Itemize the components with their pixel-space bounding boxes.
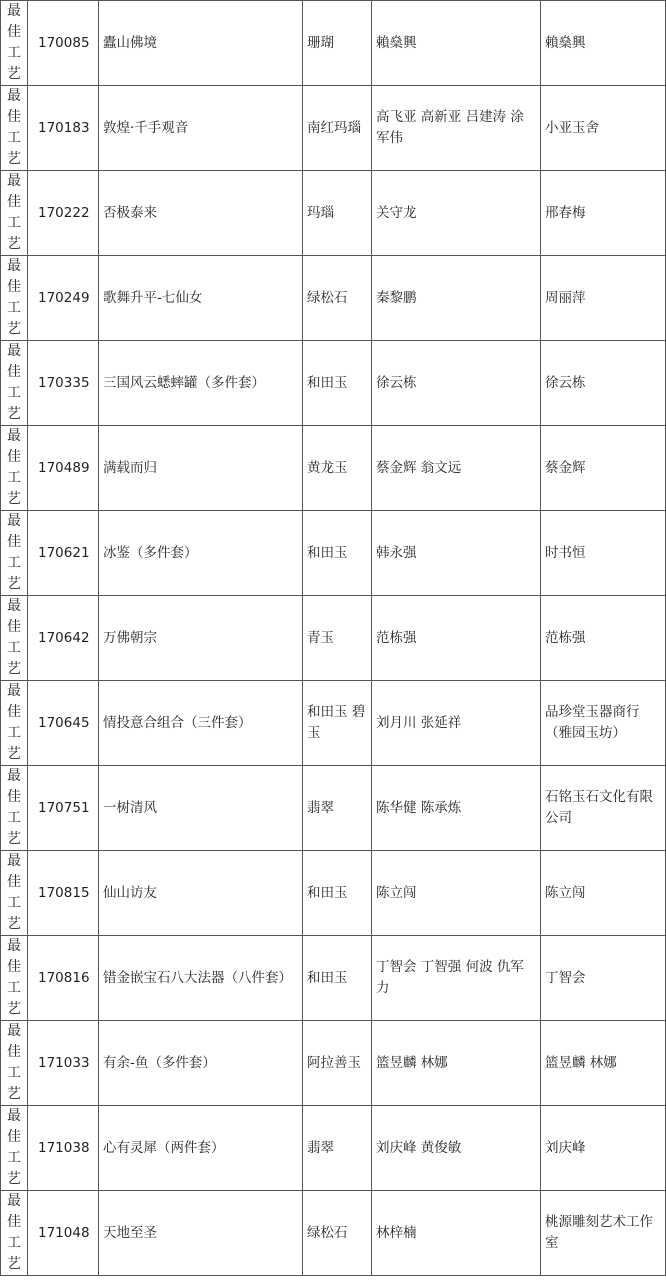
category-cell: 最佳工艺 xyxy=(1,171,28,256)
material-cell: 翡翠 xyxy=(303,766,372,851)
table-row xyxy=(1,1106,666,1191)
unit-cell: 徐云栋 xyxy=(541,341,666,426)
title-cell: 天地至圣 xyxy=(99,1191,303,1276)
id-cell: 170645 xyxy=(28,681,99,766)
id-cell: 171033 xyxy=(28,1021,99,1106)
category-cell: 最佳工艺 xyxy=(1,426,28,511)
id-cell: 170489 xyxy=(28,426,99,511)
author-cell: 韩永强 xyxy=(372,511,541,596)
title-cell: 冰鉴（多件套） xyxy=(99,511,303,596)
title-cell: 有余-鱼（多件套） xyxy=(99,1021,303,1106)
category-cell: 最佳工艺 xyxy=(1,596,28,681)
material-cell: 绿松石 xyxy=(303,1191,372,1276)
category-cell: 最佳工艺 xyxy=(1,851,28,936)
material-cell: 和田玉 xyxy=(303,511,372,596)
material-cell: 黄龙玉 xyxy=(303,426,372,511)
material-cell: 阿拉善玉 xyxy=(303,1021,372,1106)
unit-cell: 篮昱麟 林娜 xyxy=(541,1021,666,1106)
awards-table-body xyxy=(1,1,666,1276)
title-cell: 仙山访友 xyxy=(99,851,303,936)
id-cell: 170249 xyxy=(28,256,99,341)
unit-cell: 邢春梅 xyxy=(541,171,666,256)
table-row xyxy=(1,596,666,681)
title-cell: 三国风云蟋蟀罐（多件套） xyxy=(99,341,303,426)
unit-cell: 蔡金辉 xyxy=(541,426,666,511)
unit-cell: 陈立闯 xyxy=(541,851,666,936)
unit-cell: 品珍堂玉器商行（雅园玉坊） xyxy=(541,681,666,766)
material-cell: 和田玉 碧玉 xyxy=(303,681,372,766)
id-cell: 171038 xyxy=(28,1106,99,1191)
material-cell: 绿松石 xyxy=(303,256,372,341)
title-cell: 心有灵犀（两件套） xyxy=(99,1106,303,1191)
category-cell: 最佳工艺 xyxy=(1,936,28,1021)
category-cell: 最佳工艺 xyxy=(1,256,28,341)
category-cell: 最佳工艺 xyxy=(1,766,28,851)
id-cell: 170815 xyxy=(28,851,99,936)
author-cell: 高飞亚 高新亚 吕建涛 涂军伟 xyxy=(372,86,541,171)
table-row xyxy=(1,256,666,341)
id-cell: 170816 xyxy=(28,936,99,1021)
table-row xyxy=(1,86,666,171)
author-cell: 关守龙 xyxy=(372,171,541,256)
material-cell: 和田玉 xyxy=(303,341,372,426)
category-cell: 最佳工艺 xyxy=(1,1021,28,1106)
unit-cell: 时书恒 xyxy=(541,511,666,596)
title-cell: 否极泰来 xyxy=(99,171,303,256)
title-cell: 错金嵌宝石八大法器（八件套） xyxy=(99,936,303,1021)
author-cell: 賴燊興 xyxy=(372,1,541,86)
table-row xyxy=(1,766,666,851)
material-cell: 南红玛瑙 xyxy=(303,86,372,171)
title-cell: 万佛朝宗 xyxy=(99,596,303,681)
unit-cell: 范栋强 xyxy=(541,596,666,681)
author-cell: 林梓楠 xyxy=(372,1191,541,1276)
material-cell: 和田玉 xyxy=(303,851,372,936)
category-cell: 最佳工艺 xyxy=(1,511,28,596)
id-cell: 170621 xyxy=(28,511,99,596)
title-cell: 歌舞升平-七仙女 xyxy=(99,256,303,341)
table-row xyxy=(1,851,666,936)
category-cell: 最佳工艺 xyxy=(1,1106,28,1191)
author-cell: 篮昱麟 林娜 xyxy=(372,1021,541,1106)
material-cell: 珊瑚 xyxy=(303,1,372,86)
author-cell: 丁智会 丁智强 何波 仇军力 xyxy=(372,936,541,1021)
category-cell: 最佳工艺 xyxy=(1,86,28,171)
author-cell: 刘月川 张延祥 xyxy=(372,681,541,766)
table-row xyxy=(1,1021,666,1106)
table-row xyxy=(1,1191,666,1276)
unit-cell: 丁智会 xyxy=(541,936,666,1021)
material-cell: 翡翠 xyxy=(303,1106,372,1191)
title-cell: 情投意合组合（三件套） xyxy=(99,681,303,766)
id-cell: 170085 xyxy=(28,1,99,86)
author-cell: 秦黎鹏 xyxy=(372,256,541,341)
table-row xyxy=(1,341,666,426)
table-row xyxy=(1,1,666,86)
author-cell: 陈立闯 xyxy=(372,851,541,936)
table-row xyxy=(1,681,666,766)
unit-cell: 桃源雕刻艺术工作室 xyxy=(541,1191,666,1276)
material-cell: 和田玉 xyxy=(303,936,372,1021)
title-cell: 蠹山佛境 xyxy=(99,1,303,86)
id-cell: 170335 xyxy=(28,341,99,426)
title-cell: 敦煌·千手观音 xyxy=(99,86,303,171)
author-cell: 范栋强 xyxy=(372,596,541,681)
id-cell: 170183 xyxy=(28,86,99,171)
category-cell: 最佳工艺 xyxy=(1,681,28,766)
unit-cell: 周丽萍 xyxy=(541,256,666,341)
id-cell: 170751 xyxy=(28,766,99,851)
unit-cell: 刘庆峰 xyxy=(541,1106,666,1191)
category-cell: 最佳工艺 xyxy=(1,1,28,86)
unit-cell: 石铭玉石文化有限公司 xyxy=(541,766,666,851)
author-cell: 陈华健 陈承炼 xyxy=(372,766,541,851)
id-cell: 171048 xyxy=(28,1191,99,1276)
table-row xyxy=(1,171,666,256)
id-cell: 170222 xyxy=(28,171,99,256)
author-cell: 蔡金辉 翁文远 xyxy=(372,426,541,511)
category-cell: 最佳工艺 xyxy=(1,341,28,426)
table-row xyxy=(1,511,666,596)
material-cell: 玛瑙 xyxy=(303,171,372,256)
author-cell: 徐云栋 xyxy=(372,341,541,426)
unit-cell: 賴燊興 xyxy=(541,1,666,86)
title-cell: 一树清风 xyxy=(99,766,303,851)
author-cell: 刘庆峰 黄俊敏 xyxy=(372,1106,541,1191)
table-row xyxy=(1,426,666,511)
title-cell: 满载而归 xyxy=(99,426,303,511)
category-cell: 最佳工艺 xyxy=(1,1191,28,1276)
material-cell: 青玉 xyxy=(303,596,372,681)
unit-cell: 小亚玉舍 xyxy=(541,86,666,171)
id-cell: 170642 xyxy=(28,596,99,681)
table-row xyxy=(1,936,666,1021)
